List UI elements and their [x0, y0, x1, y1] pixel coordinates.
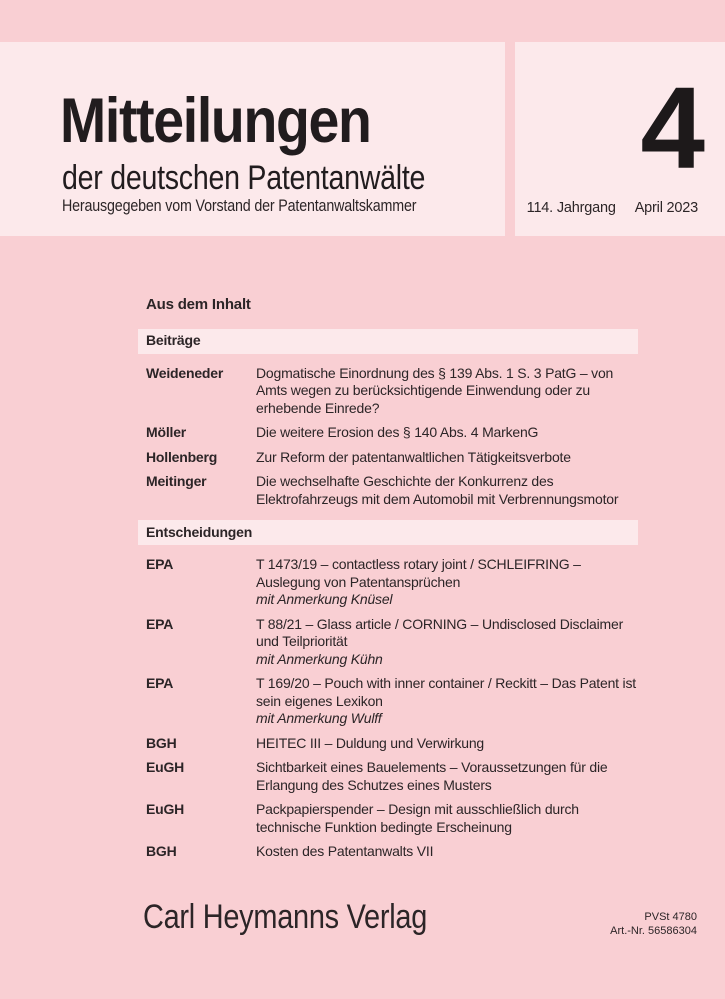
section-beitraege	[138, 329, 638, 509]
entry-body	[256, 556, 638, 609]
masthead-panel	[0, 42, 505, 236]
court-label: BGH	[146, 734, 177, 751]
entry-title: HEITEC III – Duldung und Verwirkung	[256, 734, 485, 751]
court-label: EuGH	[146, 801, 185, 817]
entry-title: Die wechselhafte Geschichte der Konkurrenz des Elektrofahrzeugs mit dem Automobil mit Verbrennungsmotor	[256, 473, 619, 507]
section-entscheidungen	[138, 520, 638, 861]
entry-note: mit Anmerkung Knüsel	[256, 591, 393, 607]
toc-entry	[138, 675, 638, 728]
toc-entry	[138, 843, 638, 861]
issue-date: April 2023	[634, 200, 698, 216]
toc-entry	[138, 556, 638, 609]
entry-title: Kosten des Patentanwalts VII	[256, 843, 434, 859]
toc-entry	[138, 365, 638, 418]
entry-title: T 169/20 – Pouch with inner container / Reckitt – Das Patent ist sein eigenes Lexikon	[256, 675, 636, 709]
toc-entry	[138, 424, 638, 442]
author-label: Möller	[146, 424, 187, 440]
footer-codes	[610, 911, 697, 938]
toc-entry	[138, 759, 638, 794]
court-label: EPA	[146, 556, 174, 572]
entry-title: T 88/21 – Glass article / CORNING – Undisclosed Disclaimer und Teilpriorität	[256, 615, 624, 649]
toc-entry	[138, 473, 638, 508]
court-label: EPA	[146, 675, 174, 691]
author-label: Meitinger	[146, 473, 207, 489]
journal-title: Mitteilungen	[60, 86, 371, 156]
entry-body	[256, 616, 638, 669]
postal-code: PVSt 4780	[644, 911, 697, 923]
entry-body	[256, 675, 638, 728]
issue-panel	[515, 42, 725, 236]
publisher-line: Herausgegeben vom Vorstand der Patentanwaltskammer	[62, 196, 417, 215]
section-header-entscheidungen: Entscheidungen	[138, 520, 638, 545]
entry-title: T 1473/19 – contactless rotary joint / SCHLEIFRING – Auslegung von Patentansprüchen	[256, 556, 581, 590]
section-header-beitraege: Beiträge	[138, 329, 638, 354]
journal-subtitle: der deutschen Patentanwälte	[62, 159, 426, 197]
court-label: EPA	[146, 615, 174, 632]
toc-entry	[138, 801, 638, 836]
issue-meta	[527, 200, 698, 216]
toc-entry	[138, 449, 638, 467]
issue-number: 4	[640, 63, 705, 193]
court-label: BGH	[146, 843, 177, 859]
entry-note: mit Anmerkung Wulff	[256, 710, 382, 726]
toc-entry	[138, 616, 638, 669]
author-label: Hollenberg	[146, 448, 218, 465]
entry-title: Sichtbarkeit eines Bauelements – Voraussetzungen für die Erlangung des Schutzes eines Musters	[256, 759, 608, 793]
entry-title: Zur Reform der patentanwaltlichen Tätigkeitsverbote	[256, 448, 571, 465]
entry-title: Packpapierspender – Design mit ausschließlich durch technische Funktion bedingte Erscheinung	[256, 801, 579, 835]
author-label: Weideneder	[146, 364, 224, 381]
entry-note: mit Anmerkung Kühn	[256, 650, 383, 667]
article-number: Art.-Nr. 56586304	[610, 924, 697, 937]
volume-label: 114. Jahrgang	[526, 200, 616, 216]
contents-heading: Aus dem Inhalt	[146, 296, 251, 313]
entry-title: Die weitere Erosion des § 140 Abs. 4 MarkenG	[256, 424, 539, 440]
footer-publisher: Carl Heymanns Verlag	[143, 898, 428, 936]
entry-title: Dogmatische Einordnung des § 139 Abs. 1 S. 3 PatG – von Amts wegen zu berücksichtigende Einwendung oder zu erhebende Einrede?	[256, 364, 614, 416]
toc-entry	[138, 735, 638, 753]
court-label: EuGH	[146, 759, 185, 775]
table-of-contents	[138, 296, 638, 868]
